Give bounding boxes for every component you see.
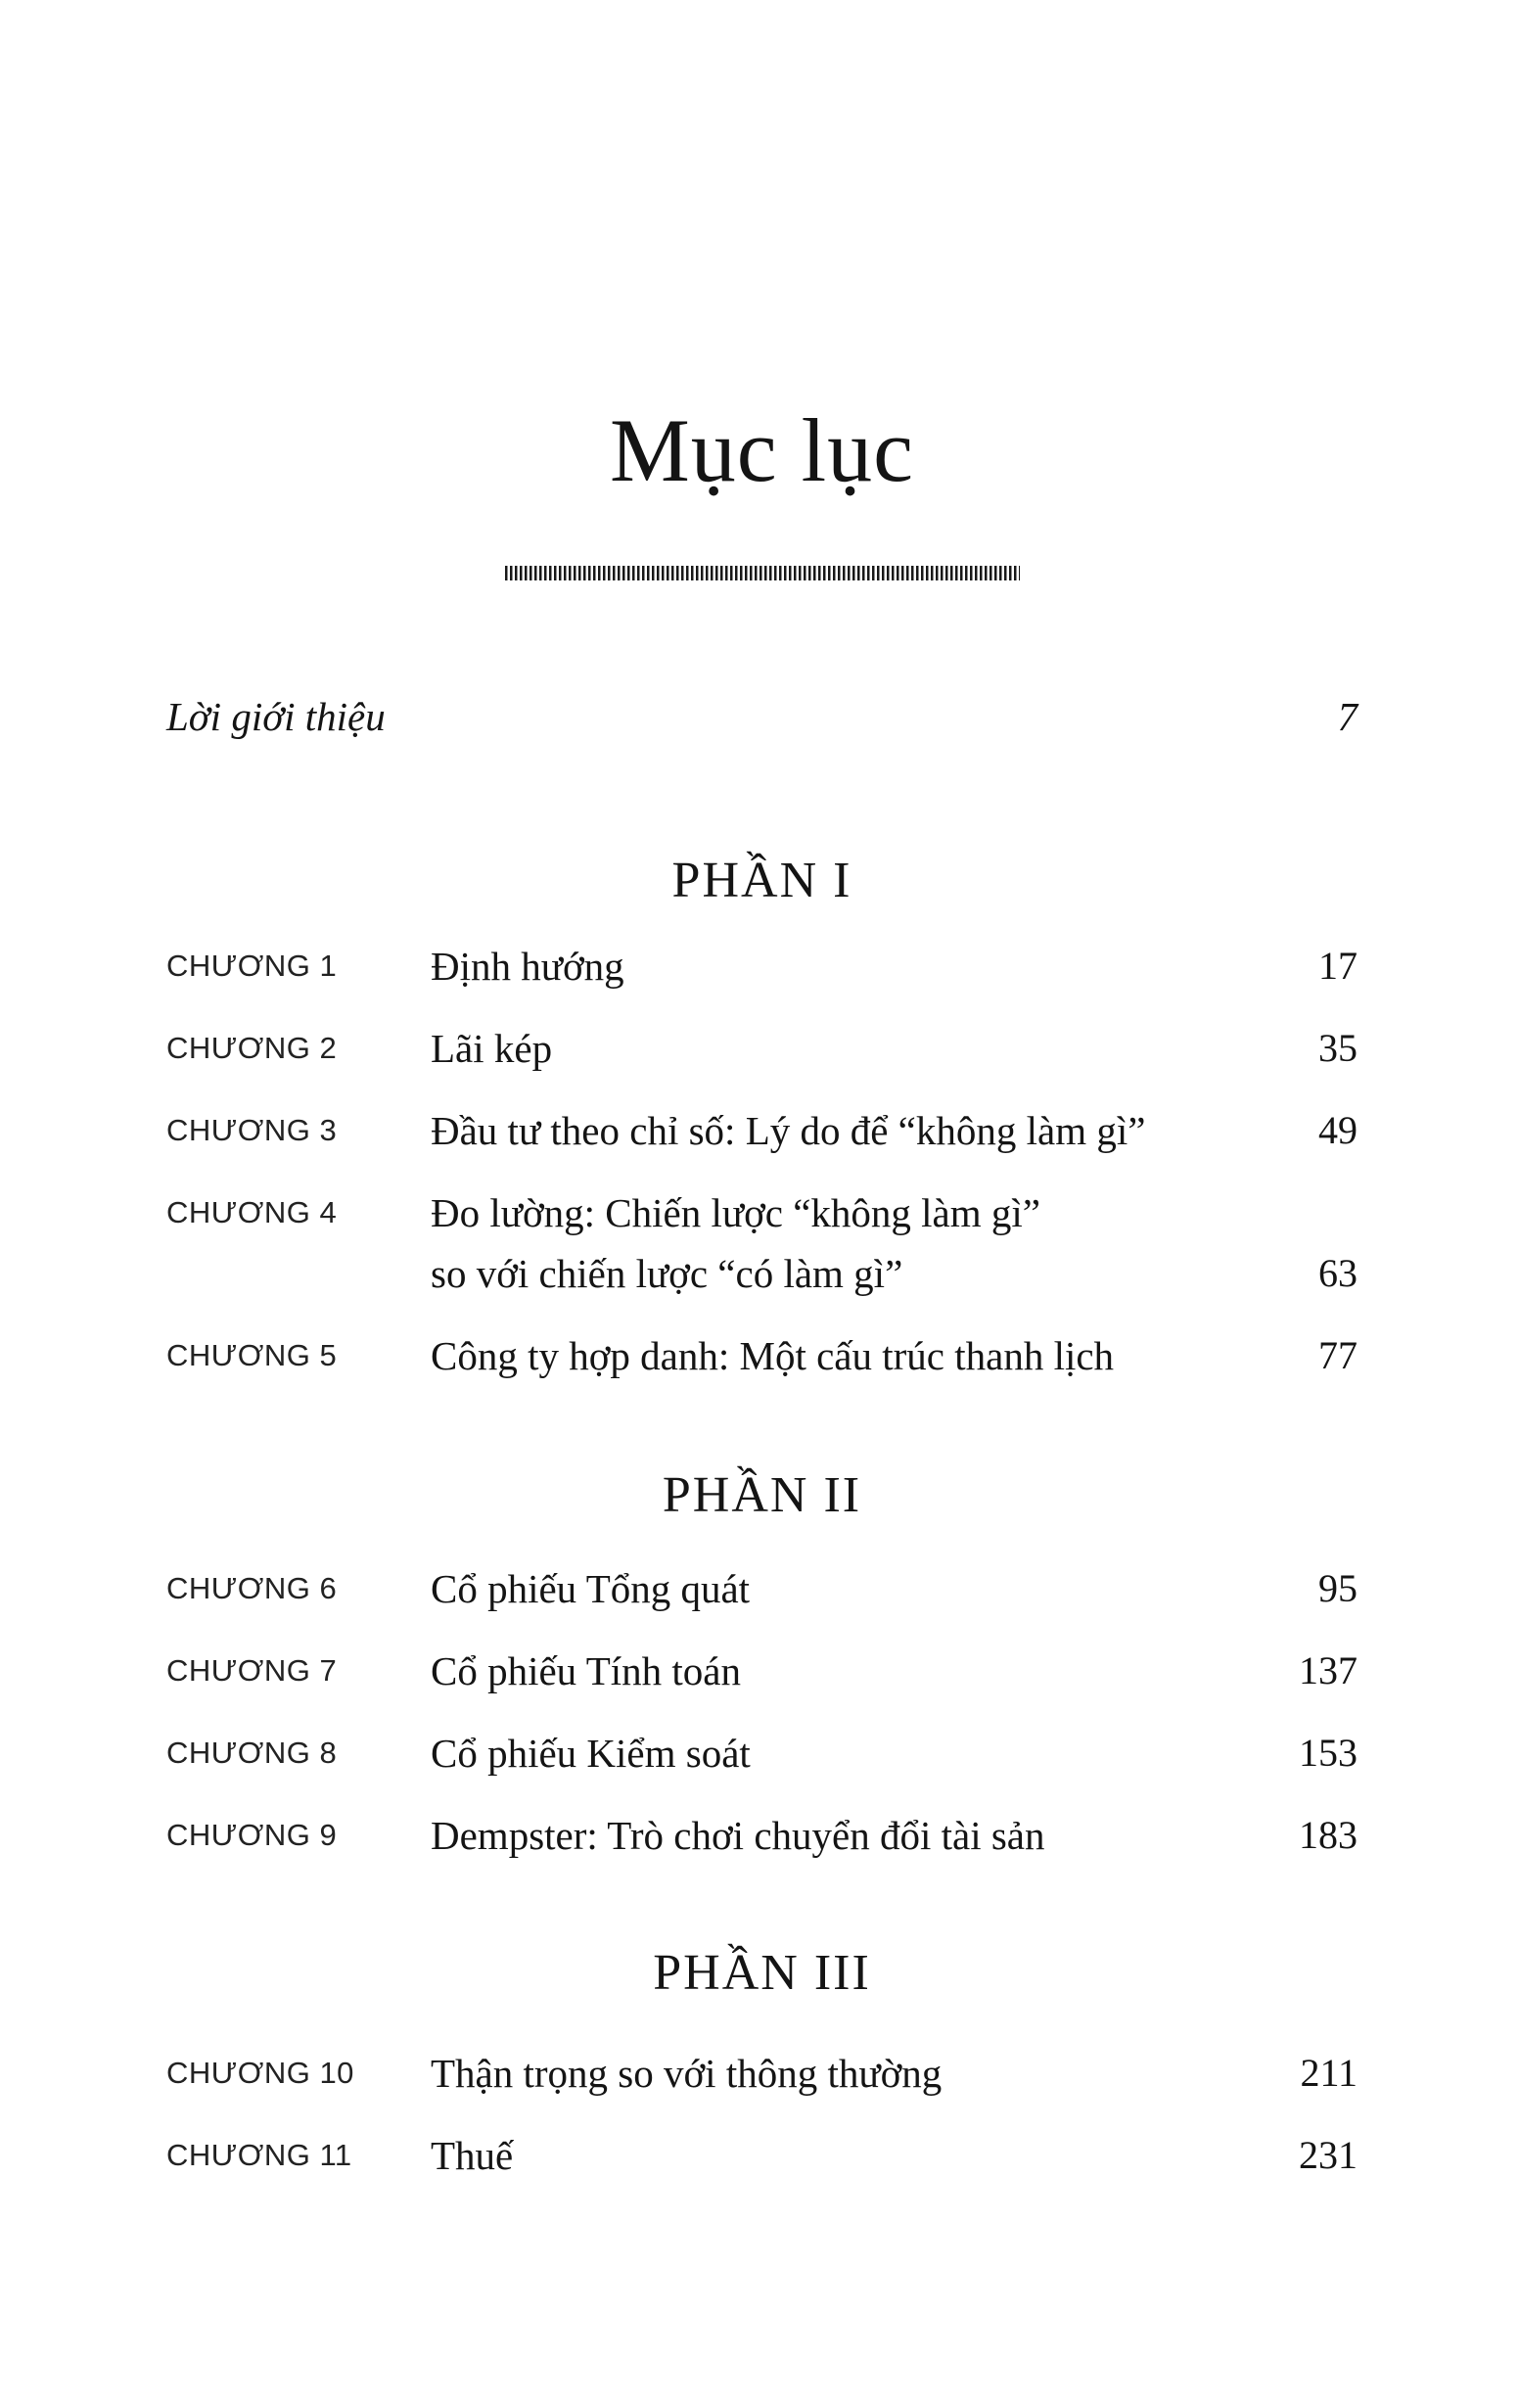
- chapter-label: CHƯƠNG 5: [166, 1338, 338, 1372]
- page-title: Mục lục: [609, 400, 915, 500]
- chapter-page-number: 231: [1299, 2133, 1358, 2177]
- intro-label: Lời giới thiệu: [166, 694, 386, 739]
- chapter-title: Đầu tư theo chỉ số: Lý do để “không làm gì”: [431, 1108, 1146, 1153]
- chapter-page-number: 95: [1318, 1566, 1358, 1610]
- ornamental-dash-divider: [505, 566, 1020, 580]
- chapter-title: Thuế: [431, 2133, 514, 2178]
- chapter-title: Cổ phiếu Tổng quát: [431, 1566, 751, 1611]
- chapter-label: CHƯƠNG 8: [166, 1736, 338, 1770]
- section-heading: PHẦN I: [671, 853, 852, 908]
- chapter-title: Lãi kép: [431, 1026, 553, 1071]
- toc-row: [166, 2125, 1358, 2186]
- toc-row: [166, 1182, 1358, 1304]
- toc-row: [166, 1325, 1358, 1386]
- chapter-label: CHƯƠNG 6: [166, 1571, 338, 1605]
- toc-row: [166, 1723, 1358, 1783]
- chapter-page-number: 49: [1318, 1108, 1358, 1152]
- chapter-label: CHƯƠNG 11: [166, 2138, 352, 2172]
- chapter-page-number: 137: [1299, 1648, 1358, 1692]
- chapter-label: CHƯƠNG 7: [166, 1653, 338, 1688]
- chapter-title: Cổ phiếu Kiểm soát: [431, 1731, 751, 1776]
- chapter-label: CHƯƠNG 1: [166, 949, 338, 983]
- toc-row: [166, 2043, 1358, 2104]
- chapter-title: Thận trọng so với thông thường: [431, 2051, 943, 2096]
- toc-row: [166, 1018, 1358, 1079]
- toc-row: [166, 1641, 1358, 1701]
- toc-row: [166, 1558, 1358, 1619]
- section-part-1: [166, 847, 1358, 1386]
- section-heading: PHẦN II: [662, 1467, 862, 1523]
- section-part-2: [166, 1461, 1358, 1866]
- chapter-label: CHƯƠNG 10: [166, 2056, 354, 2090]
- chapter-title: Cổ phiếu Tính toán: [431, 1648, 741, 1693]
- chapter-page-number: 17: [1318, 944, 1358, 988]
- section-heading: PHẦN III: [653, 1945, 871, 2001]
- chapter-title: Đo lường: Chiến lược “không làm gì” so với chiến lược “có làm gì”: [431, 1190, 1040, 1296]
- chapter-page-number: 211: [1300, 2051, 1358, 2095]
- toc-row: [166, 936, 1358, 996]
- toc-row: [166, 1100, 1358, 1161]
- chapter-label: CHƯƠNG 3: [166, 1113, 338, 1147]
- chapter-page-number: 153: [1299, 1731, 1358, 1775]
- chapter-label: CHƯƠNG 4: [166, 1195, 338, 1229]
- intro-page-number: 7: [1337, 694, 1358, 739]
- chapter-label: CHƯƠNG 2: [166, 1031, 338, 1065]
- chapter-title: Định hướng: [431, 944, 624, 989]
- chapter-title: Dempster: Trò chơi chuyển đổi tài sản: [431, 1813, 1045, 1858]
- chapter-page-number: 63: [1318, 1251, 1358, 1295]
- chapter-page-number: 183: [1299, 1813, 1358, 1857]
- chapter-label: CHƯƠNG 9: [166, 1818, 338, 1852]
- chapter-page-number: 77: [1318, 1333, 1358, 1377]
- toc-row: [166, 1805, 1358, 1866]
- intro-row: [166, 686, 1358, 747]
- chapter-title: Công ty hợp danh: Một cấu trúc thanh lịch: [431, 1333, 1115, 1378]
- chapter-page-number: 35: [1318, 1026, 1358, 1070]
- section-part-3: [166, 1939, 1358, 2186]
